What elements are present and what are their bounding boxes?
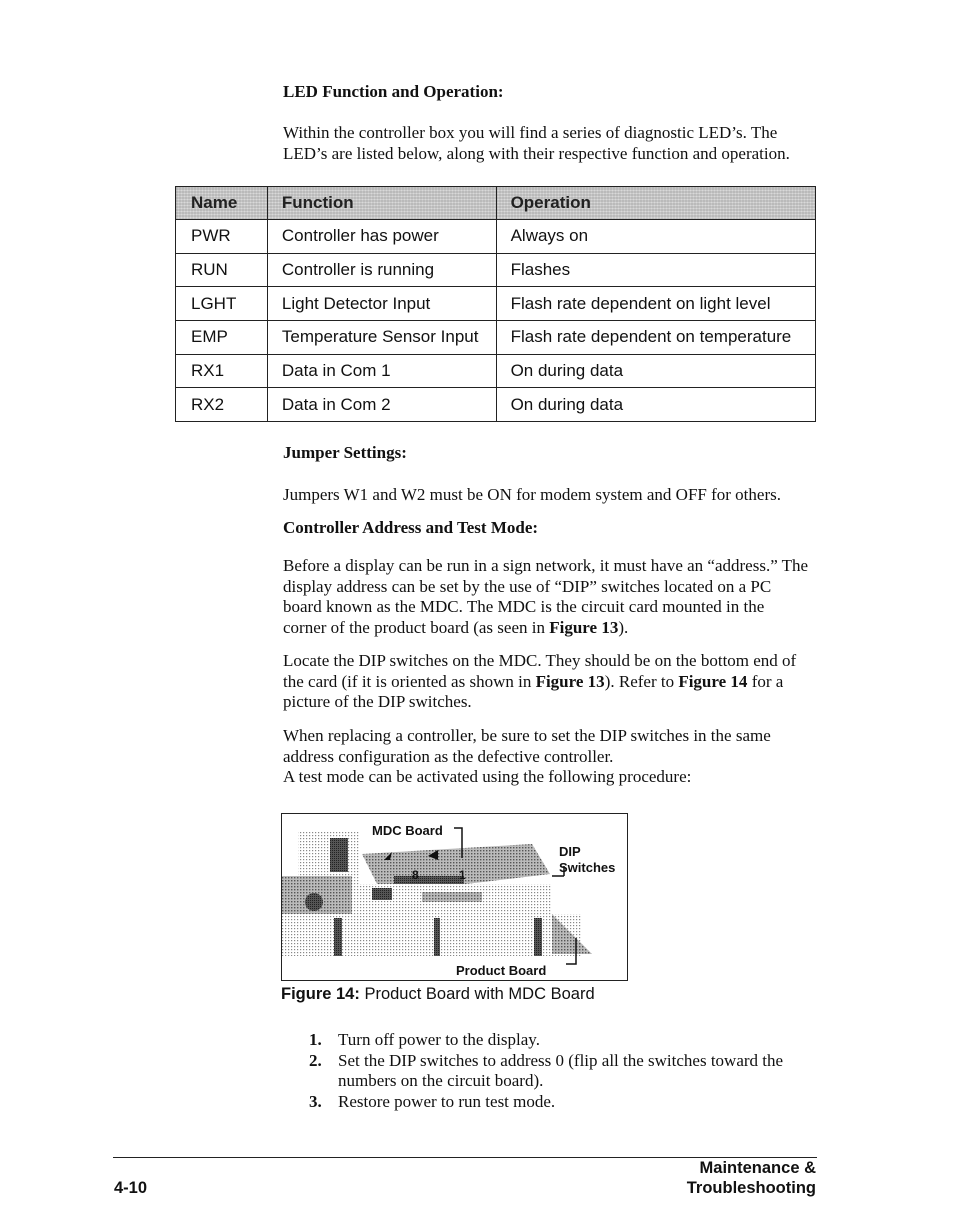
product-board-photo [282,814,628,981]
product-board-label: Product Board [456,963,547,978]
intro-line: LED’s are listed below, along with their respective function and operation. [283,143,790,163]
led-operation-cell: Flashes [496,253,815,287]
led-function-cell: Data in Com 2 [267,388,496,422]
figure-13-reference: Figure 13 [549,617,619,637]
led-operation-cell: On during data [496,354,815,388]
led-function-cell: Controller has power [267,220,496,254]
step-text: Turn off power to the display. [338,1030,540,1049]
address-paragraph-3 [283,726,828,788]
table-row [176,321,816,355]
paragraph-line: A test mode can be activated using the following procedure: [283,767,692,786]
table-row [176,220,816,254]
header-function: Function [267,187,496,220]
text-span: corner of the product board (as seen in [283,617,550,637]
paragraph-line: picture of the DIP switches. [283,692,472,711]
paragraph-line [283,618,828,639]
address-section-heading: Controller Address and Test Mode: [283,518,539,537]
led-operation-cell: Flash rate dependent on temperature [496,321,815,355]
paragraph-line: board known as the MDC. The MDC is the circuit card mounted in the [283,597,765,616]
footer-section-line: Troubleshooting [686,1179,816,1197]
intro-line: Within the controller box you will find a series of diagnostic LED’s. The [283,123,778,142]
figure-caption-text: Product Board with MDC Board [359,985,595,1003]
dip-label-line2: Switches [559,860,616,875]
step-number: 1. [309,1030,322,1049]
table-row [176,388,816,422]
list-item [309,1030,809,1051]
paragraph-line: When replacing a controller, be sure to set the DIP switches in the same [283,726,771,745]
table-row [176,287,816,321]
led-name-cell: PWR [176,220,268,254]
led-name-cell: EMP [176,321,268,355]
led-name-cell: RX2 [176,388,268,422]
address-paragraph-1 [283,556,828,638]
jumper-section-text: Jumpers W1 and W2 must be ON for modem system and OFF for others. [283,485,781,504]
paragraph-line: Before a display can be run in a sign network, it must have an “address.” The [283,556,809,575]
procedure-steps [309,1030,809,1112]
text-span: ). Refer to [604,671,679,691]
header-name: Name [176,187,268,220]
jumper-section-heading: Jumper Settings: [283,443,407,462]
paragraph-line: display address can be set by the use of “DIP” switches located on a PC [283,576,772,596]
led-function-cell: Light Detector Input [267,287,496,321]
figure-13-reference: Figure 13 [535,671,605,691]
list-item [309,1092,809,1113]
figure-14-reference: Figure 14 [678,671,748,691]
led-function-cell: Controller is running [267,253,496,287]
paragraph-line [283,672,828,693]
led-name-cell: RX1 [176,354,268,388]
table-row [176,354,816,388]
page-number: 4-10 [114,1179,148,1197]
step-number: 2. [309,1050,322,1070]
led-function-cell: Data in Com 1 [267,354,496,388]
step-text: Restore power to run test mode. [338,1091,556,1111]
footer-section-line: Maintenance & [699,1159,816,1177]
led-table [175,186,816,422]
text-span: ). [618,617,629,637]
figure-14-image [281,813,628,981]
led-section-intro [283,123,823,164]
figure-caption-label: Figure 14: [281,985,360,1003]
table-row [176,253,816,287]
led-table-header-row [176,187,816,220]
led-name-cell: LGHT [176,287,268,321]
led-function-cell: Temperature Sensor Input [267,321,496,355]
led-operation-cell: Flash rate dependent on light level [496,287,815,321]
header-operation: Operation [496,187,815,220]
led-operation-cell: Always on [496,220,815,254]
text-span: the card (if it is oriented as shown in [283,671,536,691]
step-text: Set the DIP switches to address 0 (flip all the switches toward the numbers on the circuit board). [338,1050,784,1090]
paragraph-line: address configuration as the defective controller. [283,746,614,766]
dip-switch-number-8: 8 [412,868,419,882]
text-span: for a [747,671,784,691]
dip-switch-number-1: 1 [459,868,466,882]
led-name-cell: RUN [176,253,268,287]
step-number: 3. [309,1091,322,1111]
footer-section-title [687,1158,816,1198]
led-section-heading: LED Function and Operation: [283,82,504,101]
paragraph-line: Locate the DIP switches on the MDC. They should be on the bottom end of [283,651,797,670]
dip-label-line1: DIP [559,844,581,859]
mdc-board-label: MDC Board [372,823,443,838]
list-item [309,1051,809,1092]
led-operation-cell: On during data [496,388,815,422]
address-paragraph-2 [283,651,828,713]
figure-14-caption [281,985,595,1004]
